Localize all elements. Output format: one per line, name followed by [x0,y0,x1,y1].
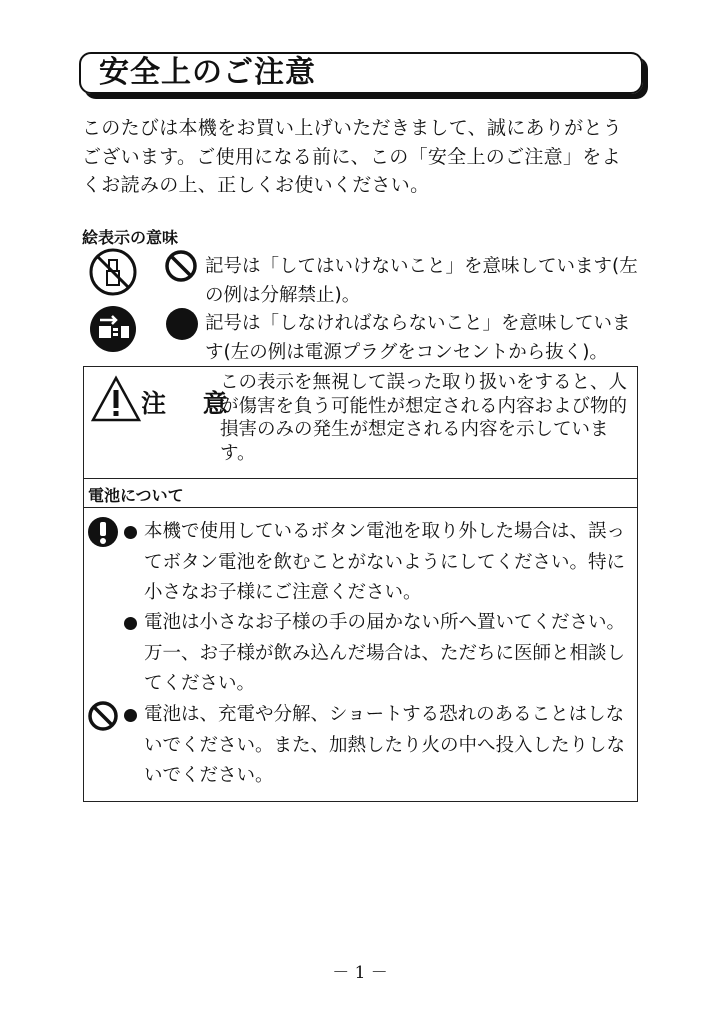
unplug-icon [88,304,138,354]
no-disassembly-icon [88,247,138,297]
warning-triangle-icon [90,375,142,423]
title-banner [79,52,643,94]
prohibit-symbol-text: 記号は「してはいけないこと」を意味しています(左の例は分解禁止)。 [205,256,638,306]
box-divider [84,478,637,479]
mandatory-icon [165,307,199,341]
page-number: － 1 － [332,963,388,983]
bullet [124,617,137,630]
mandatory-symbol-text: 記号は「しなければならないこと」を意味しています(左の例は電源プラグをコンセントから抜く)。 [205,313,631,363]
battery-item-3: 電池は、充電や分解、ショートする恐れのあることはしないでください。また、加熱したり火の中へ投入したりしないでください。 [144,704,626,786]
box-divider [84,507,637,508]
prohibition-icon [87,700,119,732]
prohibition-icon [164,249,198,283]
bullet [124,709,137,722]
symbols-heading: 絵表示の意味 [82,228,179,247]
bullet [124,526,137,539]
page-title: 安全上のご注意 [99,55,316,90]
intro-paragraph: このたびは本機をお買い上げいただきまして、誠にありがとうございます。ご使用になる前に、この「安全上のご注意」をよくお読みの上、正しくお使いください。 [82,117,623,196]
caution-description: この表示を無視して誤った取り扱いをすると、人が傷害を負う可能性が想定される内容および物的損害のみの発生が想定される内容を示しています。 [220,372,628,464]
battery-heading: 電池について [88,486,184,505]
exclamation-circle-icon [87,516,119,548]
caution-box [83,366,638,802]
caution-label: 注 意 [141,389,242,418]
battery-item-2: 電池は小さなお子様の手の届かない所へ置いてください。万一、お子様が飲み込んだ場合は、ただちに医師と相談してください。 [144,612,626,694]
battery-item-1: 本機で使用しているボタン電池を取り外した場合は、誤ってボタン電池を飲むことがないようにしてください。特に小さなお子様にご注意ください。 [144,521,626,603]
